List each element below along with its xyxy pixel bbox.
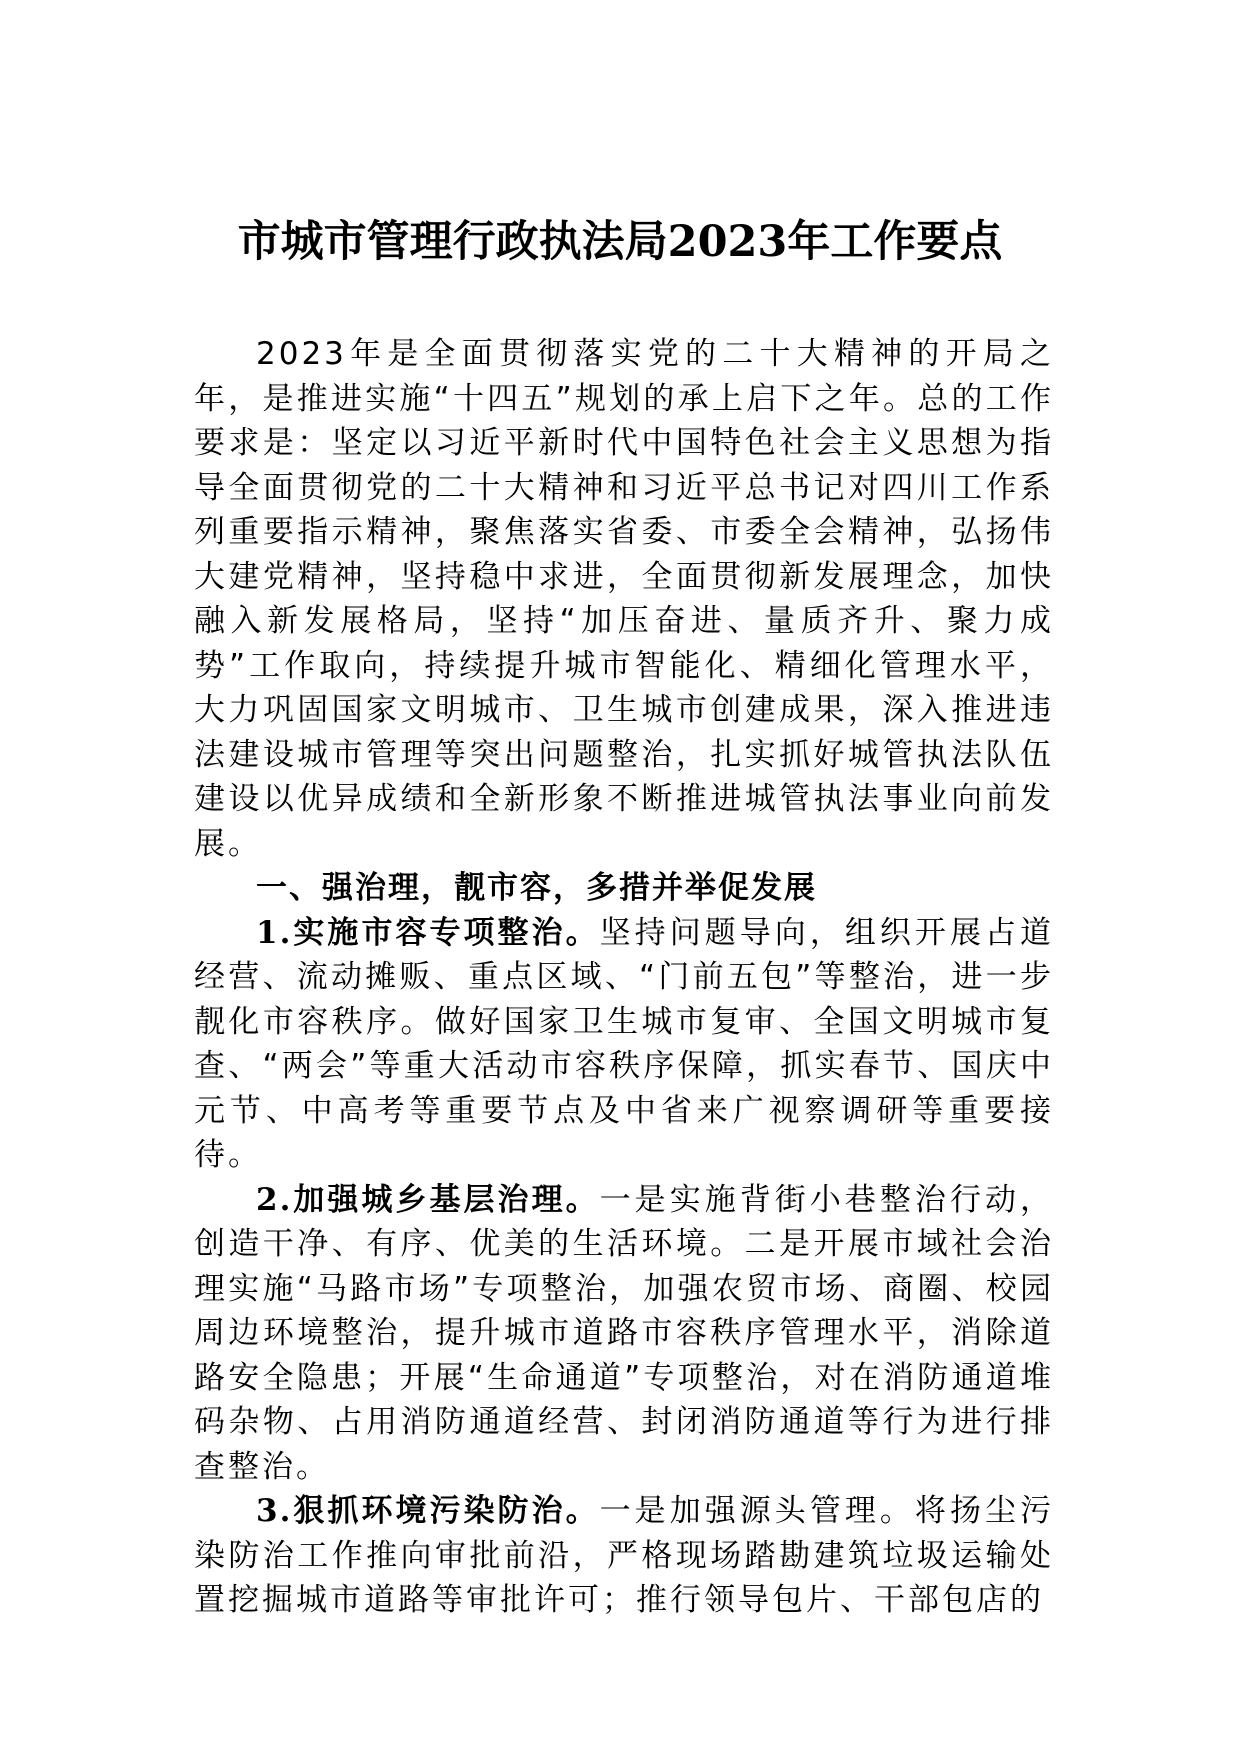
item-title: 2.加强城乡基层治理。 — [256, 1181, 600, 1218]
document-title: 市城市管理行政执法局2023年工作要点 — [237, 217, 1003, 267]
paragraph-item-1 — [194, 911, 1054, 1178]
item-title: 1.实施市容专项整治。 — [256, 914, 600, 951]
item-text: 一是加强源头管理。将扬尘污染防治工作推向审批前沿，严格现场踏勘建筑垃圾运输处置挖掘城市道路等审批许可；推行领导包片、干部包店的 — [194, 1493, 1054, 1618]
intro-paragraph: 2023年是全面贯彻落实党的二十大精神的开局之年，是推进实施“十四五”规划的承上启下之年。总的工作要求是：坚定以习近平新时代中国特色社会主义思想为指导全面贯彻党的二十大精神和习近平总书记对四川工作系列重要指示精神，聚焦落实省委、市委全会精神，弘扬伟大建党精神，坚持稳中求进，全面贯彻新发展理念，加快融入新发展格局，坚持“加压奋进、量质齐升、聚力成势”工作取向，持续提升城市智能化、精细化管理水平，大力巩固国家文明城市、卫生城市创建成果，深入推进违法建设城市管理等突出问题整治，扎实抓好城管执法队伍建设以优异成绩和全新形象不断推进城管执法事业向前发展。 — [194, 336, 1054, 862]
item-text: 坚持问题导向，组织开展占道经营、流动摊贩、重点区域、“门前五包”等整治，进一步靓化市容秩序。做好国家卫生城市复审、全国文明城市复查、“两会”等重大活动市容秩序保障，抓实春节、国庆中元节、中高考等重要节点及中省来广视察调研等重要接待。 — [194, 914, 1054, 1173]
document-body — [194, 332, 1054, 1623]
paragraph-item-3 — [194, 1489, 1054, 1623]
item-title: 3.狠抓环境污染防治。 — [256, 1493, 600, 1529]
section-heading: 一、强治理，靓市容，多措并举促发展 — [256, 870, 817, 906]
item-text: 一是实施背街小巷整治行动，创造干净、有序、优美的生活环境。二是开展市域社会治理实施“马路市场”专项整治，加强农贸市场、商圈、校园周边环境整治，提升城市道路市容秩序管理水平，消除道路安全隐患；开展“生命通道”专项整治，对在消防通道堆码杂物、占用消防通道经营、封闭消防通道等行为进行排查整治。 — [194, 1181, 1054, 1485]
paragraph-item-2 — [194, 1178, 1054, 1490]
